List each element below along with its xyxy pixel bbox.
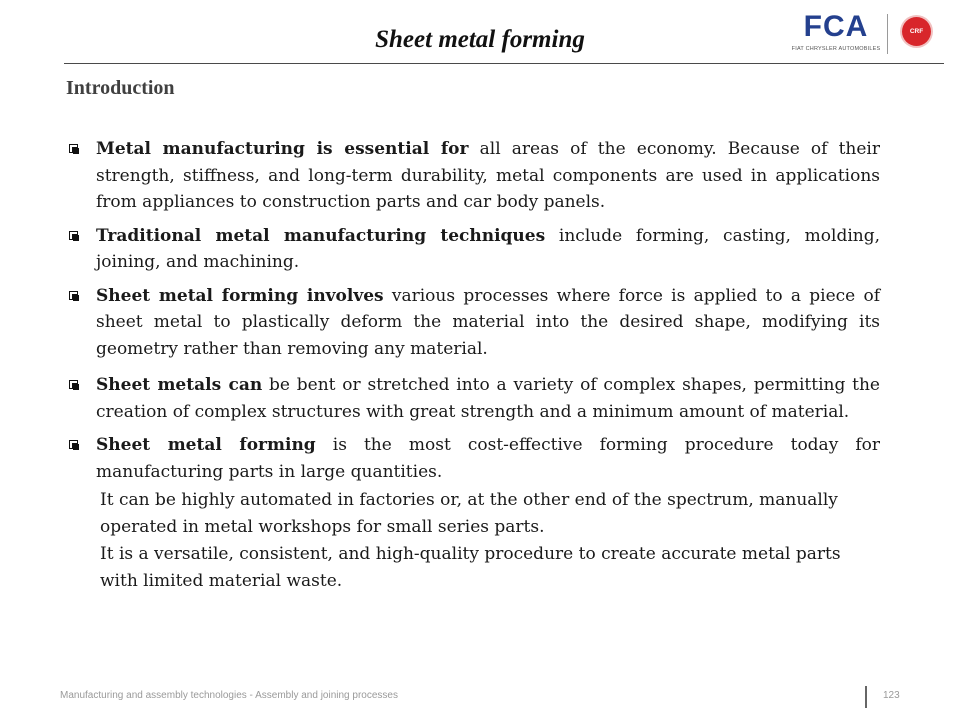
bullet-item [66, 372, 880, 425]
bullet-lead: Metal manufacturing is essential for [96, 139, 469, 159]
bullet-text: be bent or stretched into a variety of complex shapes, permitting the creation of complex structures with great strength and a minimum amount of material. [96, 375, 880, 422]
logo-divider [887, 14, 888, 54]
header-rule [64, 63, 944, 64]
slide-content [66, 136, 880, 595]
crf-logo: CRF [902, 17, 931, 46]
bullet-text: include forming, casting, molding, joining, and machining. [96, 225, 881, 272]
sub-paragraph: It is a versatile, consistent, and high-quality procedure to create accurate metal parts with limited material waste. [100, 544, 841, 591]
slide-title: Sheet metal forming [375, 26, 585, 53]
bullet-lead: Sheet metal forming involves [96, 285, 384, 306]
footer-divider [865, 686, 867, 708]
page-number: 123 [883, 690, 900, 701]
checkbox-bullet-icon [69, 440, 78, 449]
bullet-text: all areas of the economy. Because of their strength, stiffness, and long-term durability, metal components are used in applications from appliances to construction parts and car body panels. [96, 139, 880, 212]
checkbox-bullet-icon [69, 291, 78, 300]
bullet-item [66, 432, 880, 485]
bullet-item [66, 136, 880, 216]
checkbox-bullet-icon [69, 231, 78, 240]
section-heading: Introduction [66, 77, 175, 99]
sub-paragraph: It can be highly automated in factories or, at the other end of the spectrum, manually operated in metal workshops for small series parts. [100, 490, 838, 537]
bullet-item [66, 223, 880, 276]
checkbox-bullet-icon [69, 144, 78, 153]
fca-logo [788, 12, 884, 58]
fca-logo-subtitle: FIAT CHRYSLER AUTOMOBILES [791, 46, 881, 52]
bullet-lead: Sheet metals can [96, 375, 263, 395]
checkbox-bullet-icon [69, 380, 78, 389]
footer-course-title: Manufacturing and assembly technologies - Assembly and joining processes [60, 690, 398, 701]
bullet-item [66, 283, 880, 363]
bullet-lead: Traditional metal manufacturing techniques [96, 225, 546, 246]
fca-logo-mark: FCA [803, 10, 869, 43]
bullet-text: various processes where force is applied to a piece of sheet metal to plastically deform the material into the desired shape, modifying its geometry rather than removing any material. [96, 285, 880, 359]
bullet-lead: Sheet metal forming [96, 435, 316, 455]
bullet-text: is the most cost-effective forming procedure today for manufacturing parts in large quantities. [96, 435, 881, 482]
